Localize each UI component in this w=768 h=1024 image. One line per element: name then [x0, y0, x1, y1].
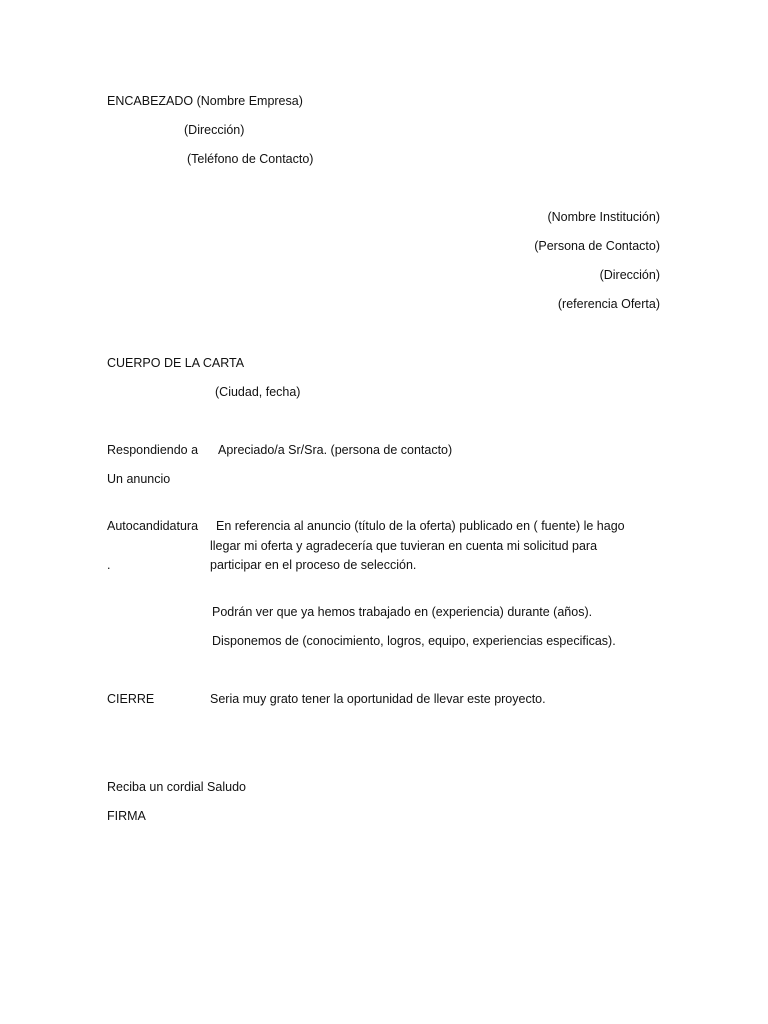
- paragraph1-line3: participar en el proceso de selección.: [210, 558, 417, 572]
- greeting: Apreciado/a Sr/Sra. (persona de contacto): [218, 443, 453, 457]
- closing-text: Seria muy grato tener la oportunidad de llevar este proyecto.: [210, 692, 546, 706]
- label-anuncio: Un anuncio: [107, 472, 171, 486]
- closing-label: CIERRE: [107, 692, 155, 706]
- header-company-line: ENCABEZADO (Nombre Empresa): [107, 94, 303, 108]
- recipient-institution: (Nombre Institución): [547, 210, 660, 224]
- body-section-title: CUERPO DE LA CARTA: [107, 356, 245, 370]
- label-respondiendo: Respondiendo a: [107, 443, 199, 457]
- paragraph1-line1: En referencia al anuncio (título de la oferta) publicado en ( fuente) le hago: [216, 519, 625, 533]
- header-address-line: (Dirección): [184, 123, 245, 137]
- label-autocandidatura: Autocandidatura: [107, 519, 199, 533]
- recipient-contact: (Persona de Contacto): [534, 239, 660, 253]
- paragraph2: Podrán ver que ya hemos trabajado en (experiencia) durante (años).: [212, 605, 593, 619]
- recipient-reference: (referencia Oferta): [557, 297, 660, 311]
- salutation: Reciba un cordial Saludo: [107, 780, 246, 794]
- paragraph3: Disponemos de (conocimiento, logros, equipo, experiencias especificas).: [212, 634, 616, 648]
- signature: FIRMA: [107, 809, 146, 823]
- header-phone-line: (Teléfono de Contacto): [187, 152, 314, 166]
- recipient-address: (Dirección): [599, 268, 660, 282]
- paragraph1-line2: llegar mi oferta y agradecería que tuvieran en cuenta mi solicitud para: [210, 539, 598, 553]
- label-dot: .: [107, 558, 111, 572]
- city-date: (Ciudad, fecha): [215, 385, 301, 399]
